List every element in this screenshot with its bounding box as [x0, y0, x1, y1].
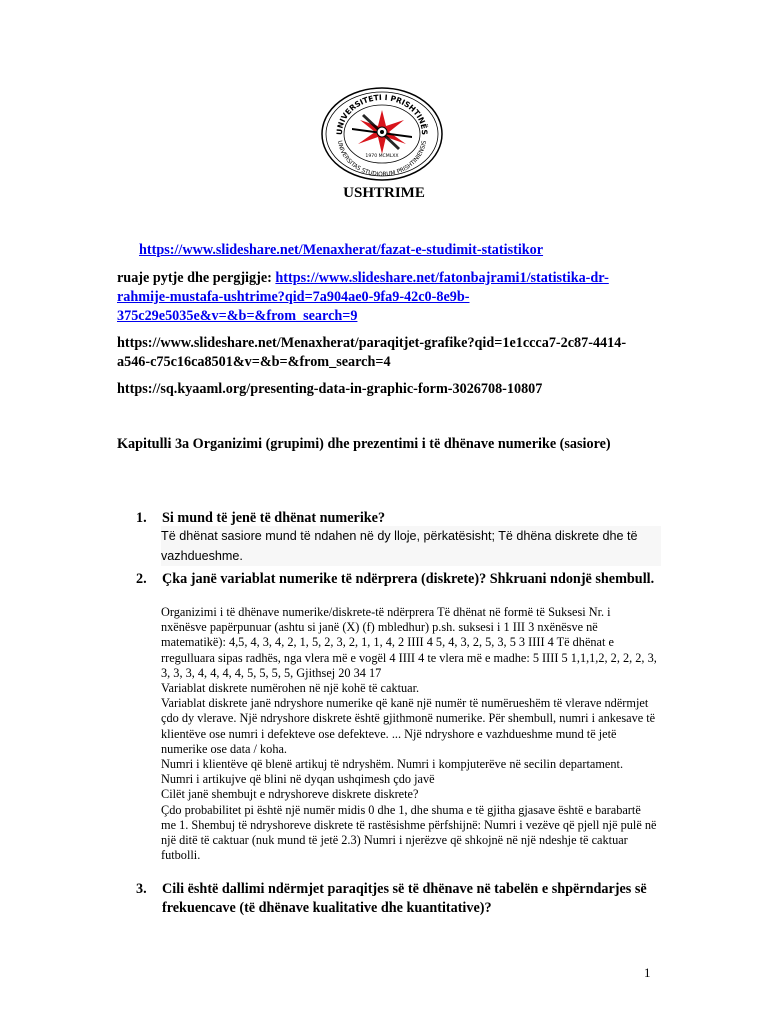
answer-paragraph: Variablat diskrete numërohen në një kohë të caktuar. [161, 681, 420, 696]
answer-1: Të dhënat sasiore mund të ndahen në dy lloje, përkatësisht; Të dhëna diskrete dhe të vazhdueshme. [161, 526, 661, 566]
svg-text:UNIVERSITAS STUDIORUM PRISHTIN: UNIVERSITAS STUDIORUM PRISHTINIENSIS [336, 140, 428, 179]
question-2 [136, 570, 676, 589]
link-statistika-ushtrime[interactable]: https://www.slideshare.net/fatonbajrami1/statistika-dr-rahmije-mustafa-ushtrime?qid=7a904ae0-9fa9-42c0-8e9b-375c29e5035e&v=&b=&from_search=9 [117, 270, 609, 324]
question-number: 1. [136, 510, 147, 526]
svg-text:UNIVERSITETI I PRISHTINËS: UNIVERSITETI I PRISHTINËS [334, 92, 430, 136]
answer-paragraph: Variablat diskrete janë ndryshore numerike që kanë një numër të numërueshëm të vlerave ndërmjet çdo dy vlerave. Një ndryshore diskrete është gjithmonë numerike. Për shembull, numri i ankesave të klientëve ose numri i defekteve ose defekteve. ... Një ndryshore e vazhdueshme mund të jetë numerike ose data / koha. [161, 696, 656, 756]
link-fazat-e-studimit[interactable]: https://www.slideshare.net/Menaxherat/fazat-e-studimit-statistikor [139, 242, 544, 258]
link-block-2 [117, 269, 657, 326]
question-number: 3. [136, 881, 147, 897]
answer-paragraph: Numri i klientëve që blenë artikuj të ndryshëm. Numri i kompjuterëve në secilin departament. [161, 757, 624, 772]
link-block-1 [139, 241, 679, 260]
answer-paragraph: Organizimi i të dhënave numerike/diskrete-të ndërprera Të dhënat në formë të Suksesi Nr. i nxënësve papërpunuar (ashtu si janë (X) (f) mbledhur) p.sh. suksesi i 1 III 3 nxënësve në matematikë): 4,5, 4, 3, 4, 2, 1, 5, 2, 3, 2, 1, 1, 4, 2 IIII 4 5, 4, 3, 2, 5, 3, 5 3 IIII 4 Të dhënat e rregulluara sipas radhës, nga vlera më e vogël 4 IIII 4 te vlera më e madhe: 5 IIII 5 1,1,1,2, 2, 2, 2, 3, 3, 3, 3, 4, 4, 4, 4, 5, 5, 5, 5, Gjithsej 20 34 17 [161, 605, 657, 680]
answer-paragraph: Cilët janë shembujt e ndryshoreve diskrete diskrete? [161, 787, 419, 802]
page-title: USHTRIME [343, 185, 425, 201]
answer-paragraph: Çdo probabilitet pi është një numër midis 0 dhe 1, dhe shuma e të gjitha gjasave është e barabartë me 1. Shembuj të ndryshoreve diskrete të rastësishme përfshijnë: Numri i vezëve që pjell një pulë në një ditë të caktuar (nuk mund të jetë 2.3) Numri i njerëzve që shkojnë në një ndeshje të caktuar futbolli. [161, 802, 657, 863]
question-number: 2. [136, 571, 147, 587]
page-number: 1 [644, 965, 651, 980]
question-3 [136, 880, 676, 918]
svg-text:1970 MCMLXX: 1970 MCMLXX [365, 154, 399, 159]
question-text: Si mund të jenë të dhënat numerike? [162, 510, 386, 526]
question-text: Çka janë variablat numerike të ndërprera (diskrete)? Shkruani ndonjë shembull. [162, 571, 655, 587]
url-text-paraqitjet-grafike: https://www.slideshare.net/Menaxherat/paraqitjet-grafike?qid=1e1ccca7-2c87-4414-a546-c75c16ca8501&v=&b=&from_search=4 [117, 335, 627, 370]
url-text-presenting-data: https://sq.kyaaml.org/presenting-data-in-graphic-form-3026708-10807 [117, 381, 543, 397]
question-text: Cili është dallimi ndërmjet paraqitjes së të dhënave në tabelën e shpërndarjes së frekuencave (të dhënave kualitative dhe kuantitative)? [162, 881, 647, 916]
chapter-heading: Kapitulli 3a Organizimi (grupimi) dhe prezentimi i të dhënave numerike (sasiore) [117, 436, 611, 452]
answer-2 [161, 605, 657, 863]
answer-paragraph: Numri i artikujve që blini në dyqan ushqimesh çdo javë [161, 772, 435, 787]
link-label-questions: ruaje pytje dhe pergjigje: [117, 270, 276, 286]
university-seal-logo [320, 86, 444, 182]
